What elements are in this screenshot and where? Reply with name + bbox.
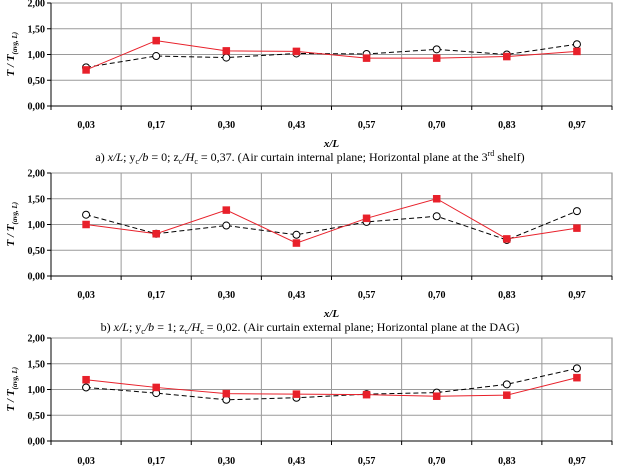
x-tick-label: 0,70 — [427, 456, 446, 467]
data-point-square — [83, 376, 90, 383]
x-tick-label: 0,43 — [287, 456, 306, 467]
data-point-circle — [223, 54, 230, 61]
y-axis-label: T / $T_{(avg, L)}$ — [5, 31, 19, 77]
x-tick-label: 0,03 — [77, 456, 95, 467]
data-point-circle — [223, 222, 230, 229]
chart-panel-1 — [5, 0, 612, 166]
data-point-square — [363, 391, 370, 398]
data-point-square — [503, 53, 510, 60]
x-tick-label: 0,43 — [287, 120, 306, 131]
data-point-circle — [573, 208, 580, 215]
data-point-square — [503, 235, 510, 242]
panel-caption: b) x/L; $y_c/b = 1$; $z_c/H_c = 0,02$. (Air curtain external plane; Horizontal plane at the DAG) — [100, 320, 520, 336]
y-tick-label: 1,00 — [27, 50, 45, 61]
x-tick-label: 0,97 — [568, 456, 586, 467]
x-tick-label: 0,57 — [357, 456, 376, 467]
y-tick-label: 1,00 — [27, 385, 45, 396]
data-point-square — [573, 225, 580, 232]
y-tick-label: 2,00 — [27, 168, 45, 180]
data-point-square — [363, 55, 370, 62]
data-point-square — [83, 66, 90, 73]
data-point-circle — [573, 365, 580, 372]
y-tick-label: 1,50 — [27, 24, 45, 36]
data-point-square — [153, 384, 160, 391]
x-tick-label: 0,30 — [217, 456, 236, 467]
x-tick-label: 0,83 — [498, 120, 516, 131]
data-point-square — [503, 392, 510, 399]
data-point-square — [573, 48, 580, 55]
y-tick-label: 0,50 — [27, 75, 45, 87]
data-point-square — [223, 207, 230, 214]
data-point-circle — [83, 384, 90, 391]
data-point-circle — [573, 41, 580, 48]
data-point-square — [153, 230, 160, 237]
x-tick-label: 0,43 — [287, 290, 306, 301]
data-point-square — [223, 390, 230, 397]
x-tick-label: 0,97 — [568, 290, 586, 301]
data-point-square — [293, 48, 300, 55]
x-tick-label: 0,70 — [427, 290, 446, 301]
x-tick-label: 0,17 — [147, 290, 165, 301]
data-point-circle — [433, 46, 440, 53]
data-point-square — [363, 215, 370, 222]
x-tick-label: 0,97 — [568, 120, 586, 131]
data-point-square — [293, 240, 300, 247]
y-axis-label: T / $T_{(avg, L)}$ — [5, 366, 19, 412]
data-point-square — [433, 393, 440, 400]
panel-caption: a) x/L; $y_c/b = 0$; $z_c/H_c = 0,37$. (Air curtain internal plane; Horizontal plane at the 3rd shelf) — [95, 149, 525, 166]
y-tick-label: 1,00 — [27, 220, 45, 231]
y-tick-label: 2,00 — [27, 333, 45, 345]
chart-panel-2 — [5, 169, 612, 337]
x-tick-label: 0,03 — [77, 290, 95, 301]
data-point-square — [153, 37, 160, 44]
x-tick-label: 0,83 — [498, 290, 516, 301]
x-tick-label: 0,57 — [357, 290, 376, 301]
y-tick-label: 2,00 — [27, 0, 45, 10]
y-tick-label: 0,00 — [27, 101, 45, 113]
y-tick-label: 0,00 — [27, 436, 45, 448]
data-point-square — [83, 221, 90, 228]
x-tick-label: 0,57 — [357, 120, 376, 131]
y-tick-label: 0,50 — [27, 410, 45, 422]
chart-panel-3 — [5, 334, 612, 468]
data-point-circle — [293, 231, 300, 238]
x-tick-label: 0,30 — [217, 120, 236, 131]
x-tick-label: 0,83 — [498, 456, 516, 467]
data-point-square — [433, 195, 440, 202]
y-tick-label: 1,50 — [27, 359, 45, 371]
x-tick-label: 0,70 — [427, 120, 446, 131]
data-point-circle — [83, 211, 90, 218]
data-point-square — [433, 55, 440, 62]
y-axis-label: T / $T_{(avg, L)}$ — [5, 201, 19, 247]
data-point-square — [223, 47, 230, 54]
y-tick-label: 0,50 — [27, 245, 45, 257]
x-axis-label: x/L — [323, 308, 340, 320]
x-tick-label: 0,17 — [147, 456, 165, 467]
data-point-square — [293, 391, 300, 398]
y-tick-label: 1,50 — [27, 194, 45, 206]
x-tick-label: 0,30 — [217, 290, 236, 301]
x-tick-label: 0,17 — [147, 120, 165, 131]
x-tick-label: 0,03 — [77, 120, 95, 131]
data-point-circle — [153, 53, 160, 60]
data-point-circle — [433, 213, 440, 220]
data-point-square — [573, 374, 580, 381]
x-axis-label: x/L — [323, 138, 340, 150]
data-point-circle — [503, 381, 510, 388]
y-tick-label: 0,00 — [27, 271, 45, 283]
